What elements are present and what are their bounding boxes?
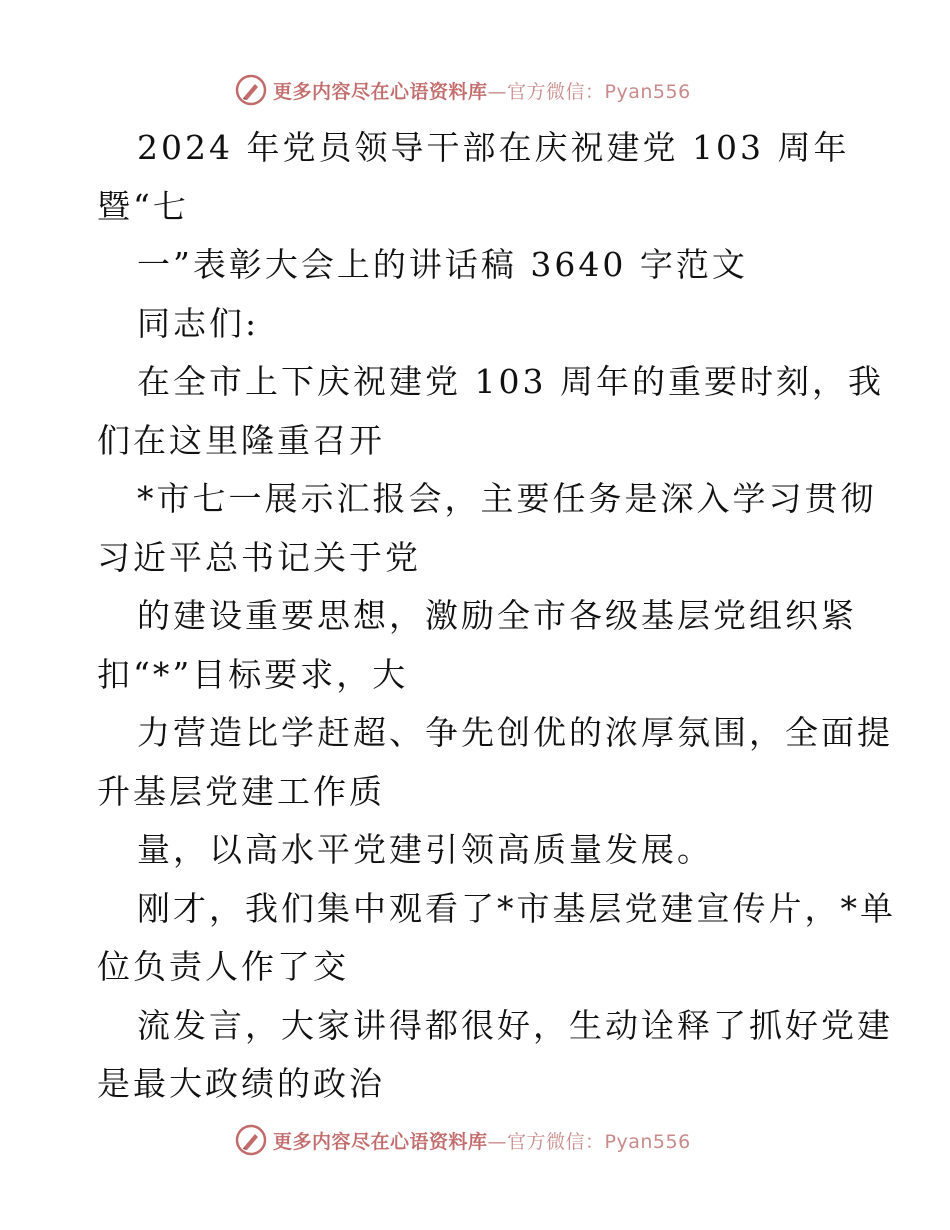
doc-line: 习近平总书记关于党 bbox=[97, 538, 421, 577]
doc-line: 在全市上下庆祝建党 103 周年的重要时刻，我 bbox=[137, 362, 884, 401]
watermark-brand: 更多内容尽在心语资料库 bbox=[273, 1130, 488, 1153]
doc-line: 扣“*”目标要求，大 bbox=[97, 655, 409, 694]
doc-line: 位负责人作了交 bbox=[97, 947, 349, 986]
watermark-account: Pyan556 bbox=[604, 80, 691, 103]
watermark-dash: — bbox=[487, 1130, 508, 1153]
doc-line: 的建设重要思想，激励全市各级基层党组织紧 bbox=[137, 596, 857, 635]
doc-line-title-3: 一”表彰大会上的讲话稿 3640 字范文 bbox=[137, 245, 748, 284]
doc-line: 力营造比学赶超、争先创优的浓厚氛围，全面提 bbox=[137, 713, 893, 752]
doc-line: 升基层党建工作质 bbox=[97, 772, 385, 811]
watermark-dash: — bbox=[487, 80, 508, 103]
doc-line: 是最大政绩的政治 bbox=[97, 1064, 385, 1103]
footer-watermark bbox=[235, 1122, 691, 1158]
doc-line: 流发言，大家讲得都很好，生动诠释了抓好党建 bbox=[137, 1006, 893, 1045]
doc-line-title-2: 暨“七 bbox=[97, 187, 189, 226]
header-watermark bbox=[235, 72, 691, 108]
doc-line: 刚才，我们集中观看了*市基层党建宣传片，*单 bbox=[137, 889, 896, 928]
doc-line: *市七一展示汇报会，主要任务是深入学习贯彻 bbox=[137, 479, 877, 518]
doc-line: 量，以高水平党建引领高质量发展。 bbox=[137, 830, 713, 869]
watermark-text bbox=[273, 77, 691, 104]
doc-line-title-1: 2024 年党员领导干部在庆祝建党 103 周年 bbox=[137, 128, 850, 167]
pen-logo-icon bbox=[235, 1124, 267, 1156]
watermark-brand: 更多内容尽在心语资料库 bbox=[273, 80, 488, 103]
watermark-text bbox=[273, 1127, 691, 1154]
doc-line-salutation: 同志们: bbox=[137, 304, 260, 343]
watermark-official: 官方微信： bbox=[507, 80, 605, 103]
doc-line: 们在这里隆重召开 bbox=[97, 421, 385, 460]
watermark-account: Pyan556 bbox=[604, 1130, 691, 1153]
pen-logo-icon bbox=[235, 74, 267, 106]
watermark-official: 官方微信： bbox=[507, 1130, 605, 1153]
